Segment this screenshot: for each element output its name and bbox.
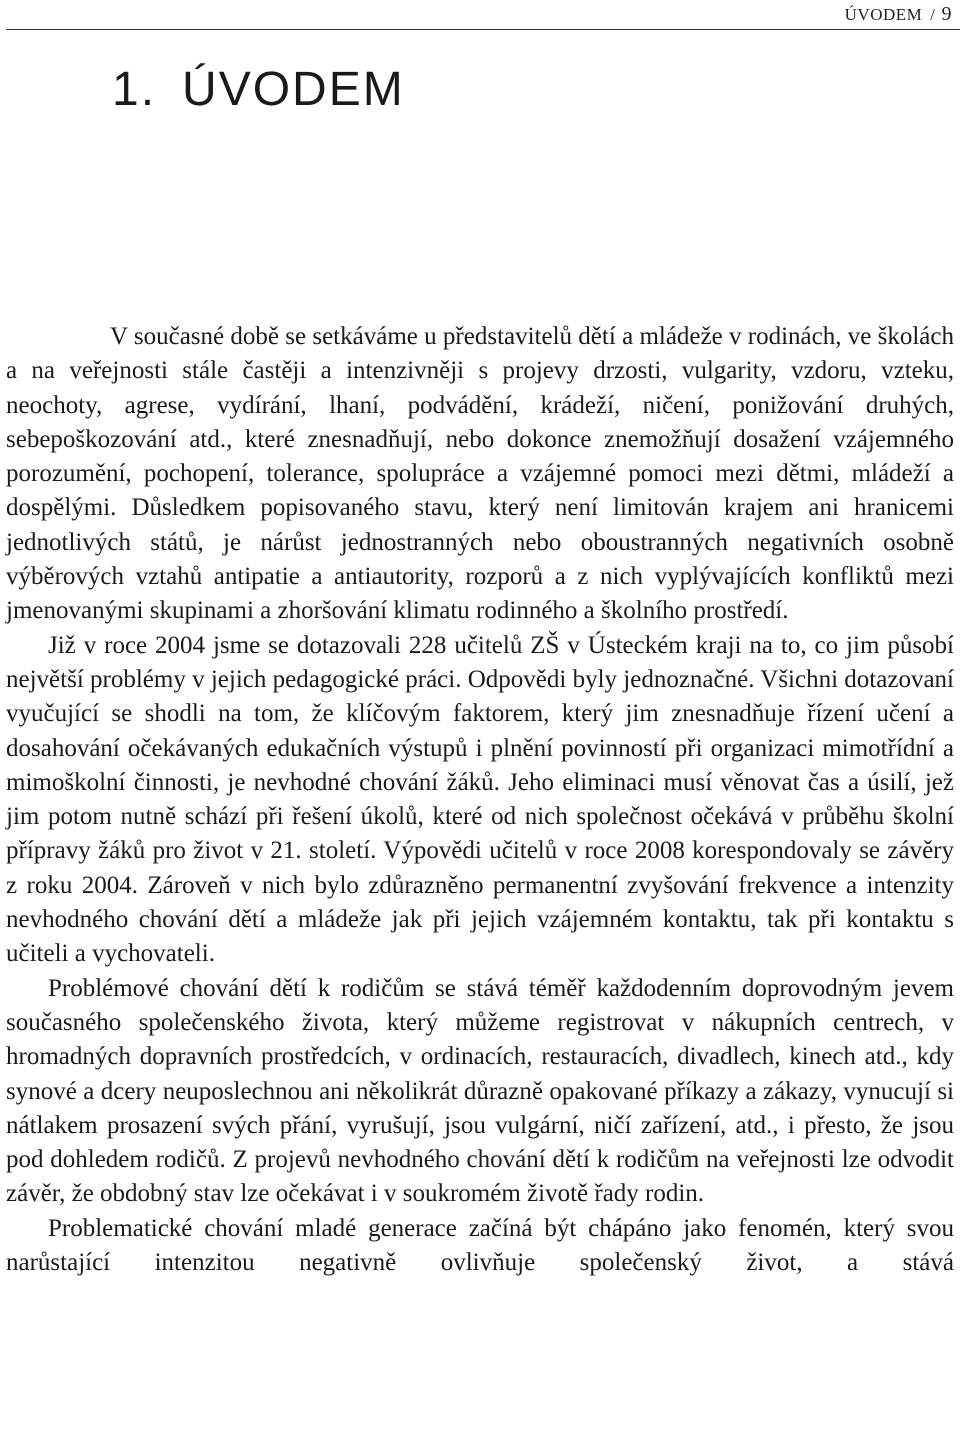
header-separator: / [930, 5, 936, 24]
chapter-number: 1. [112, 63, 157, 116]
header-text [839, 2, 952, 27]
header-section: ÚVODEM [844, 5, 923, 24]
page-number: 9 [941, 3, 952, 25]
paragraph-2: Již v roce 2004 jsme se dotazovali 228 učitelů ZŠ v Ústeckém kraji na to, co jim působí největší problémy v jejich pedagogické práci. Odpovědi byly jednoznačné. Všichni dotazovaní vyučující se shodli na tom, že klíčovým faktorem, který jim znesnadňuje řízení učení a dosahování očekávaných edukačních výstupů i plnění povinností při organizaci mimotřídní a mimoškolní činnosti, je nevhodné chování žáků. Jeho eliminaci musí věnovat čas a úsilí, jež jim potom nutně schází při řešení úkolů, které od nich společnost očekává v průběhu školní přípravy žáků pro život v 21. století. Výpovědi učitelů v roce 2008 korespondovaly se závěry z roku 2004. Zároveň v nich bylo zdůrazněno permanentní zvyšování frekvence a intenzity nevhodného chování dětí a mládeže jak při jejich vzájemném kontaktu, tak při kontaktu s učiteli a vychovateli. [6, 631, 954, 968]
chapter-title [112, 58, 405, 122]
paragraph-1: V současné době se setkáváme u představitelů dětí a mládeže v rodinách, ve školách a na veřejnosti stále častěji a intenzivněji s projevy drzosti, vulgarity, vzdoru, vzteku, neochoty, agrese, vydírání, lhaní, podvádění, krádeží, ničení, ponižování druhých, sebepoškozování atd., které znesnadňují, nebo dokonce znemožňují dosažení vzájemného porozumění, pochopení, tolerance, spolupráce a vzájemné pomoci mezi dětmi, mládeží a dospělými. Důsledkem popisovaného stavu, který není limitován krajem ani hranicemi jednotlivých států, je nárůst jednostranných nebo oboustranných negativních osobně výběrových vztahů antipatie a antiautority, rozporů a z nich vyplývajících konfliktů mezi jmenovanými skupinami a zhoršování klimatu rodinného a školního prostředí. [6, 323, 954, 625]
chapter-title-text: ÚVODEM [182, 63, 405, 116]
body-text [6, 320, 954, 1280]
paragraph-3: Problémové chování dětí k rodičům se stává téměř každodenním doprovodným jevem současného společenského života, který můžeme registrovat v nákupních centrech, v hromadných dopravních prostředcích, v ordinacích, restauracích, divadlech, kinech atd., kdy synové a dcery neuposlechnou ani několikrát důrazně opakované příkazy a zákazy, vynucují si nátlakem prosazení svých přání, vyrušují, jsou vulgární, ničí zařízení, atd., i přesto, že jsou pod dohledem rodičů. Z projevů nevhodného chování dětí k rodičům na veřejnosti lze odvodit závěr, že obdobný stav lze očekávat i v soukromém životě řady rodin. [6, 974, 954, 1208]
running-header [0, 0, 960, 40]
header-rule [6, 29, 960, 30]
paragraph-4: Problematické chování mladé generace začíná být chápáno jako fenomén, který svou narůstající intenzitou negativně ovlivňuje společenský život, a stává [6, 1214, 954, 1277]
